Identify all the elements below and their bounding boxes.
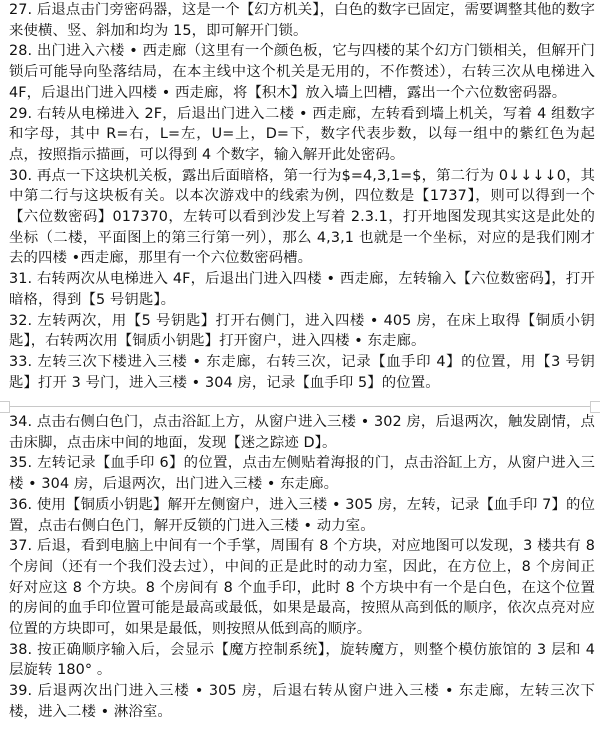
document-page-2 (9, 412, 595, 723)
step-36: 36. 使用【铜质小钥匙】解开左侧窗户，进入三楼 • 305 房，左转，记录【血手印 7】的位置，点击右侧白色门，解开反锁的门进入三楼 • 动力室。 (9, 496, 595, 534)
step-27: 27. 后退点击门旁密码器，这是一个【幻方机关】，白色的数字已固定，需要调整其他的数字来使横、竖、斜加和均为 15，即可解开门锁。 (9, 2, 595, 39)
step-28: 28. 出门进入六楼 • 西走廊（这里有一个颜色板，它与四楼的某个幻方门锁相关，但解开门锁后可能导向坠落结局，在本主线中这个机关是无用的，不作赘述），右转三次从电梯进入 4F，后退出门进入四楼 • 西走廊，将【积木】放入墙上凹槽，露出一个六位数密码器。 (9, 43, 595, 101)
step-29: 29. 右转从电梯进入 2F，后退出门进入二楼 • 西走廊，左转看到墙上机关，写着 4 组数字和字母，其中 R=右，L=左，U=上，D=下，数字代表步数，以每一组中的紫红色为起点，按照指示描画，可以得到 4 个数字，输入解开此处密码。 (9, 105, 595, 163)
step-35: 35. 左转记录【血手印 6】的位置，点击左侧贴着海报的门，点击浴缸上方，从窗户进入三楼 • 304 房，后退两次，出门进入三楼 • 东走廊。 (9, 455, 595, 493)
step-31: 31. 右转两次从电梯进入 4F，后退出门进入四楼 • 西走廊，左转输入【六位数密码】，打开暗格，得到【5 号钥匙】。 (9, 271, 595, 308)
step-30: 30. 再点一下这块机关板，露出后面暗格，第一行为$=4,3,1=$，第二行为 0↓↓↓↓0，其中第二行与这块板有关。以本次游戏中的线索为例，四位数是【1737】，则可以得到一个【六位数密码】017370，左转可以看到沙发上写着 2.3.1，打开地图发现其实这是此处的坐标（二楼，平面图上的第三行第一列），那么 4,3,1 也就是一个坐标，对应的是我们刚才去的四楼 •西走廊，那里有一个六位数密码槽。 (9, 167, 595, 267)
page-break (0, 405, 600, 409)
step-33: 33. 左转三次下楼进入三楼 • 东走廊，右转三次，记录【血手印 4】的位置，用【3 号钥匙】打开 3 号门，进入三楼 • 304 房，记录【血手印 5】的位置。 (9, 353, 595, 391)
step-38: 38. 按正确顺序输入后，会显示【魔方控制系统】，旋转魔方，则整个模仿旅馆的 3 层和 4 层旋转 180° 。 (9, 641, 595, 679)
page-divider (10, 406, 590, 407)
step-39: 39. 后退两次出门进入三楼 • 305 房，后退右转从窗户进入三楼 • 东走廊，左转三次下楼，进入二楼 • 淋浴室。 (9, 683, 595, 720)
step-34: 34. 点击右侧白色门，点击浴缸上方，从窗户进入三楼 • 302 房，后退两次，触发剧情，点击床脚，点击床中间的地面，发现【迷之踪迹 D】。 (9, 414, 595, 451)
document-page-1 (9, 0, 595, 393)
step-32: 32. 左转两次，用【5 号钥匙】打开右侧门，进入四楼 • 405 房，在床上取得【铜质小钥匙】，右转两次用【铜质小钥匙】打开窗户，进入四楼 • 东走廊。 (9, 312, 595, 350)
step-37: 37. 后退，看到电脑上中间有一个手掌，周围有 8 个方块，对应地图可以发现，3 楼共有 8 个房间（还有一个我们没去过），中间的正是此时的动力室，因此，在方位上，8 个房间正好对应这 8 个方块。8 个房间有 8 个血手印，此时 8 个方块中有一个是白色，在这个位置的房间的血手印位置可能是最高或最低，如果是最高，按照从高到低的顺序，依次点亮对应位置的方块即可，如果是最低，则按照从低到高的顺序。 (9, 538, 595, 638)
